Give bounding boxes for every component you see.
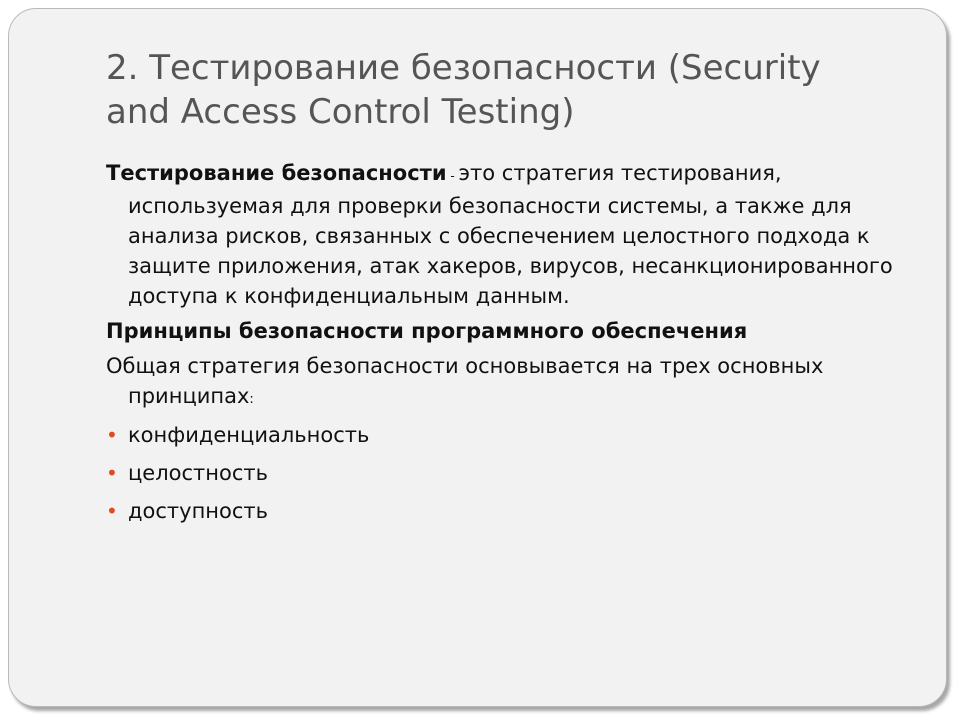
principles-heading: Принципы безопасности программного обеспечения [106,319,748,343]
bullet-icon: • [106,461,118,485]
principles-list [106,420,906,526]
definition-dash: - [446,169,459,183]
definition-term: Тестирование безопасности [106,161,447,185]
bullet-icon: • [106,499,118,523]
principle-availability: доступность [128,499,269,523]
list-item [106,420,906,450]
definition-text: это стратегия тестирования, используемая для проверки безопасности системы, а также для анализа рисков, связанных с обеспечением целостного подхода к защите приложения, атак хакеров, вирусов, несанкционированного доступа к конфиденциальным данным. [128,161,893,308]
bullet-icon: • [106,423,118,447]
principle-integrity: целостность [128,461,268,485]
strategy-paragraph [106,351,906,415]
strategy-text: Общая стратегия безопасности основывается на трех основных принципах [106,354,824,408]
definition-paragraph [106,158,906,311]
slide-title: 2. Тестирование безопасности (Security and Access Control Testing) [106,48,821,132]
strategy-colon: : [249,392,254,407]
slide-content [106,158,906,534]
list-item [106,496,906,526]
principle-confidentiality: конфиденциальность [128,423,370,447]
list-item [106,458,906,488]
